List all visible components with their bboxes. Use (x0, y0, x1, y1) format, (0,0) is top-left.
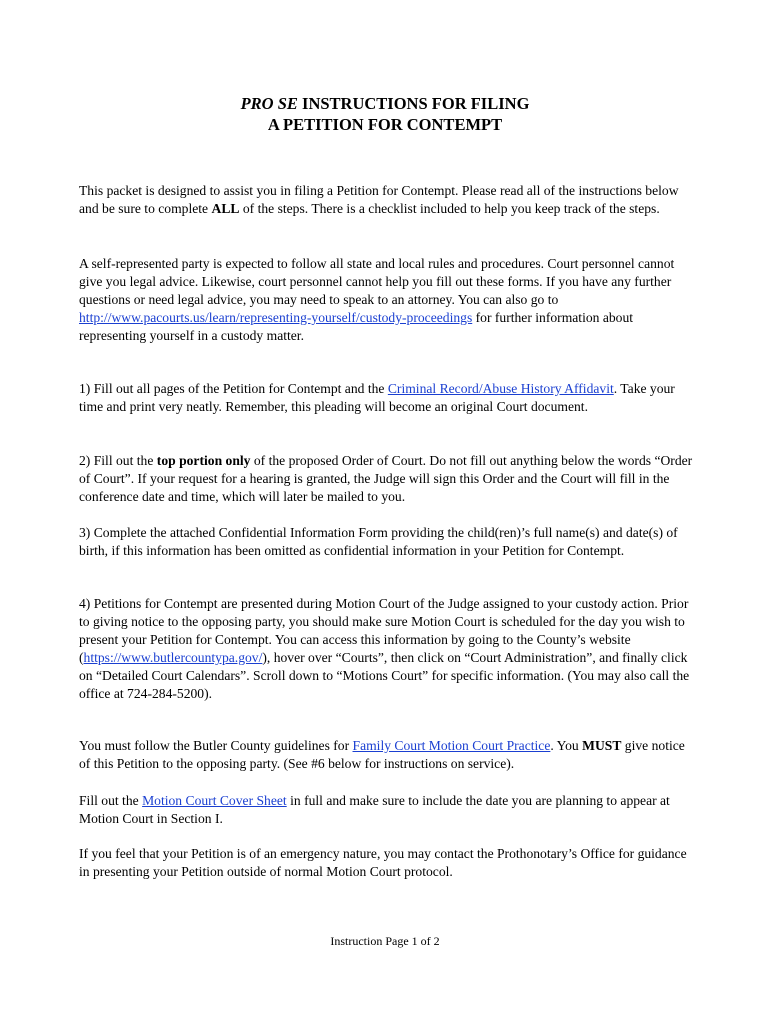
followup-paragraph-3 (79, 845, 694, 881)
butler-county-website-link[interactable]: https://www.butlercountypa.gov/ (83, 650, 263, 665)
followup-2-text-b: in full and make sure to include the date you are planning to appear at Motion Court in Section I. (79, 793, 670, 826)
intro-paragraph-1 (79, 182, 694, 218)
step-1-text-a: 1) Fill out all pages of the Petition for Contempt and the (79, 381, 388, 396)
intro-p1-text-a: This packet is designed to assist you in filing a Petition for Contempt. Please read all of the instructions below and be sure to complete (79, 183, 679, 216)
step-4-text-b: ), hover over “Courts”, then click on “Court Administration”, and finally click on “Detailed Court Calendars”. Scroll down to “Motions Court” for specific information. (You may also call the office at 724-284-5200). (79, 650, 690, 701)
followup-3-text: If you feel that your Petition is of an emergency nature, you may contact the Prothonotary’s Office for guidance in presenting your Petition outside of normal Motion Court protocol. (79, 846, 687, 879)
title-line-2: A PETITION FOR CONTEMPT (267, 115, 503, 134)
step-2-text-b: of the proposed Order of Court. Do not fill out anything below the words “Order of Court”. If your request for a hearing is granted, the Judge will sign this Order and the Court will fill in the conference date and time, which will later be mailed to you. (79, 453, 693, 504)
title-pro-se: PRO SE (240, 94, 298, 113)
pacourts-link[interactable]: http://www.pacourts.us/learn/representing-yourself/custody-proceedings (79, 310, 473, 325)
followup-1-text-c: give notice of this Petition to the opposing party. (See #6 below for instructions on service). (79, 738, 685, 771)
criminal-record-affidavit-link[interactable]: Criminal Record/Abuse History Affidavit (387, 381, 614, 396)
followup-1-text-a: You must follow the Butler County guidelines for (79, 738, 353, 753)
step-1 (79, 380, 694, 416)
motion-court-cover-sheet-link[interactable]: Motion Court Cover Sheet (142, 793, 287, 808)
intro-paragraph-2 (79, 255, 694, 345)
followup-paragraph-1 (79, 737, 694, 773)
followup-2-text-a: Fill out the (79, 793, 143, 808)
step-1-text-b: . Take your time and print very neatly. Remember, this pleading will become an original Court document. (79, 381, 675, 414)
step-2 (79, 452, 694, 506)
page-title (0, 93, 770, 135)
intro-p2-text-b: for further information about representing yourself in a custody matter. (79, 310, 634, 343)
intro-p2-text-a: A self-represented party is expected to follow all state and local rules and procedures. Court personnel cannot give you legal advice. Likewise, court personnel cannot help you fill out these forms. If you have any further questions or need legal advice, you may need to speak to an attorney. You can also go to (79, 256, 675, 307)
motion-court-practice-link[interactable]: Family Court Motion Court Practice (352, 738, 551, 753)
intro-p1-bold: ALL (211, 201, 240, 216)
step-3 (79, 524, 694, 560)
step-4-text-a: 4) Petitions for Contempt are presented during Motion Court of the Judge assigned to your custody action. Prior to giving notice to the opposing party, you should make sure Motion Court is scheduled for the day you wish to present your Petition for Contempt. You can access this information by going to the County’s website ( (79, 596, 689, 665)
step-2-text-a: 2) Fill out the (79, 453, 157, 468)
step-2-bold: top portion only (156, 453, 251, 468)
step-3-text: 3) Complete the attached Confidential Information Form providing the child(ren)’s full name(s) and date(s) of birth, if this information has been omitted as confidential information in your Petition for Contempt. (79, 525, 678, 558)
title-line-1 (0, 93, 770, 114)
followup-1-text-b: . You (550, 738, 583, 753)
followup-paragraph-2 (79, 792, 694, 828)
intro-p1-text-b: of the steps. There is a checklist included to help you keep track of the steps. (239, 201, 660, 216)
page-footer: Instruction Page 1 of 2 (330, 934, 440, 948)
step-4 (79, 595, 694, 703)
title-line-1-rest: INSTRUCTIONS FOR FILING (297, 94, 530, 113)
followup-1-bold: MUST (582, 738, 622, 753)
